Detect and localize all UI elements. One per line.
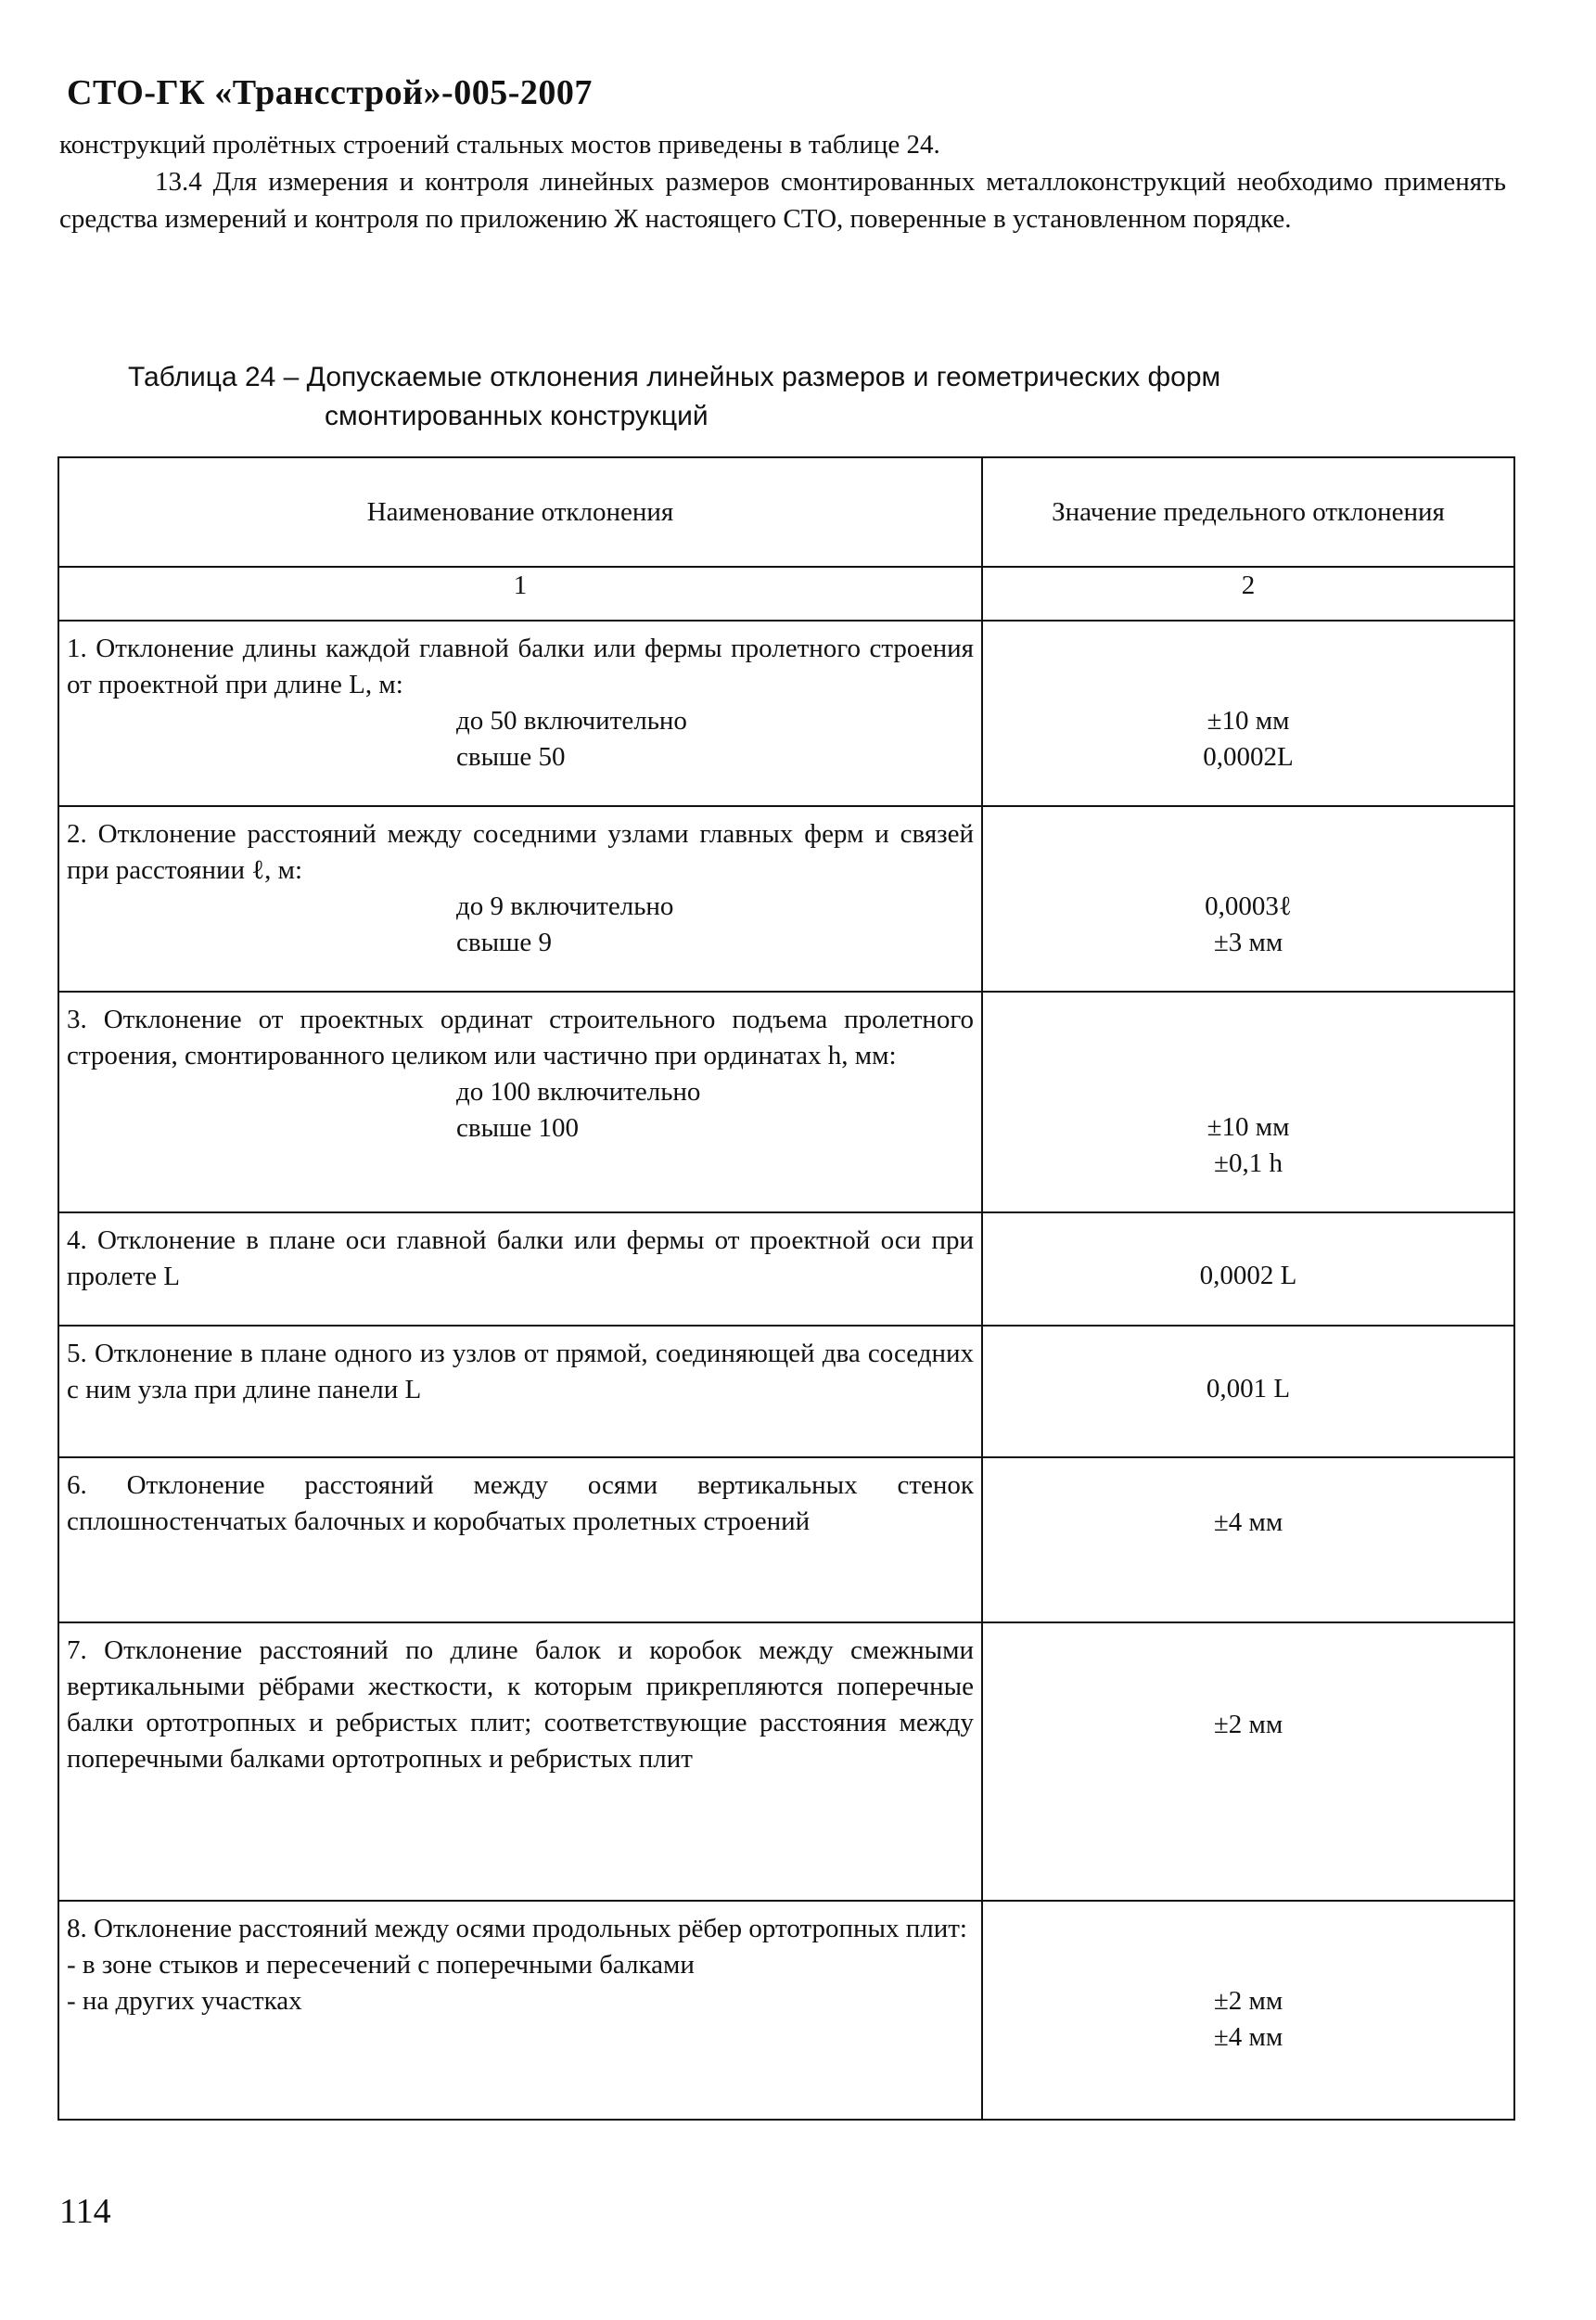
- row-value: [982, 1622, 1514, 1901]
- deviation-table: [57, 456, 1515, 2121]
- row-description: [58, 1457, 982, 1622]
- row-value: [982, 621, 1514, 806]
- row-desc-text: 7. Отклонение расстояний по длине балок и коробок между смежными вертикальными рёбрами жесткости, к которым прикрепляются поперечные балки ортотропных и ребристых плит; соответствующие расстояния между поперечными балками ортотропных и ребристых плит: [67, 1635, 974, 1774]
- row-sub-condition: - в зоне стыков и пересечений с поперечными балками: [67, 1950, 695, 1980]
- header-limit-value: Значение предельного отклонения: [982, 457, 1514, 567]
- row-value-item: ±2 мм: [1213, 1710, 1283, 1739]
- row-value-item: ±10 мм: [1207, 1112, 1290, 1142]
- row-description: [58, 1622, 982, 1901]
- row-desc-text: 2. Отклонение расстояний между соседними узлами главных ферм и связей при расстоянии ℓ, м:: [67, 819, 974, 885]
- row-value-item: ±3 мм: [1213, 928, 1283, 957]
- table-caption-line-2: смонтированных конструкций: [325, 401, 709, 431]
- row-value: [982, 1901, 1514, 2120]
- row-value-item: ±4 мм: [1213, 1507, 1283, 1537]
- row-value: [982, 806, 1514, 992]
- document-code-title: СТО-ГК «Трансстрой»-005-2007: [67, 73, 593, 112]
- row-description: [58, 806, 982, 992]
- column-number-2: 2: [982, 567, 1514, 621]
- row-sub-condition: свыше 100: [456, 1113, 580, 1143]
- row-value: [982, 1457, 1514, 1622]
- table-row: [58, 1457, 1514, 1622]
- column-number-1: 1: [58, 567, 982, 621]
- row-sub-condition: свыше 50: [456, 742, 566, 772]
- row-sub-condition: до 9 включительно: [456, 891, 674, 921]
- table-row: [58, 1212, 1514, 1326]
- row-value-item: ±10 мм: [1207, 706, 1290, 736]
- row-value-item: 0,0002 L: [1199, 1261, 1297, 1290]
- row-description: [58, 1212, 982, 1326]
- row-value-item: ±2 мм: [1213, 1986, 1283, 2016]
- intro-line-1: конструкций пролётных строений стальных мостов приведены в таблице 24.: [59, 130, 940, 160]
- row-description: [58, 1901, 982, 2120]
- row-value: [982, 1212, 1514, 1326]
- table-row: [58, 1901, 1514, 2120]
- table-row: [58, 621, 1514, 806]
- row-value-item: 0,0003ℓ: [1205, 891, 1292, 921]
- page-number: 114: [59, 2192, 111, 2231]
- row-desc-text: 1. Отклонение длины каждой главной балки или фермы пролетного строения от проектной при длине L, м:: [67, 634, 974, 699]
- table-row: [58, 1326, 1514, 1457]
- row-desc-text: 5. Отклонение в плане одного из узлов от прямой, соединяющей два соседних с ним узла при длине панели L: [67, 1339, 974, 1404]
- table-caption-line-1: Таблица 24 – Допускаемые отклонения линейных размеров и геометрических форм: [128, 362, 1221, 392]
- row-desc-text: 6. Отклонение расстояний между осями вертикальных стенок сплошностенчатых балочных и коробчатых пролетных строений: [67, 1470, 974, 1536]
- row-value-item: 0,0002L: [1203, 742, 1294, 772]
- row-sub-condition: - на других участках: [67, 1986, 302, 2016]
- header-deviation-name: Наименование отклонения: [58, 457, 982, 567]
- table-row: [58, 806, 1514, 992]
- table-header-row: [58, 457, 1514, 567]
- row-value: [982, 992, 1514, 1212]
- row-value-item: 0,001 L: [1206, 1374, 1291, 1404]
- row-value-item: ±0,1 h: [1214, 1148, 1283, 1178]
- row-desc-text: 8. Отклонение расстояний между осями продольных рёбер ортотропных плит:: [67, 1914, 967, 1943]
- row-sub-condition: до 50 включительно: [456, 706, 687, 736]
- row-sub-condition: свыше 9: [456, 928, 553, 957]
- row-description: [58, 1326, 982, 1457]
- row-desc-text: 3. Отклонение от проектных ординат строительного подъема пролетного строения, смонтированного целиком или частично при ординатах h, мм:: [67, 1005, 974, 1070]
- row-description: [58, 992, 982, 1212]
- table-caption: [128, 358, 1408, 436]
- row-description: [58, 621, 982, 806]
- row-desc-text: 4. Отклонение в плане оси главной балки или фермы от проектной оси при пролете L: [67, 1225, 974, 1291]
- row-value-item: ±4 мм: [1213, 2022, 1283, 2052]
- table-row: [58, 1622, 1514, 1901]
- row-sub-condition: до 100 включительно: [456, 1077, 701, 1107]
- intro-text: [59, 126, 1506, 237]
- row-value: [982, 1326, 1514, 1457]
- column-number-row: [58, 567, 1514, 621]
- table-row: [58, 992, 1514, 1212]
- intro-paragraph-13-4: 13.4 Для измерения и контроля линейных размеров смонтированных металлоконструкций необходимо применять средства измерений и контроля по приложению Ж настоящего СТО, поверенные в установленном порядке.: [59, 167, 1506, 234]
